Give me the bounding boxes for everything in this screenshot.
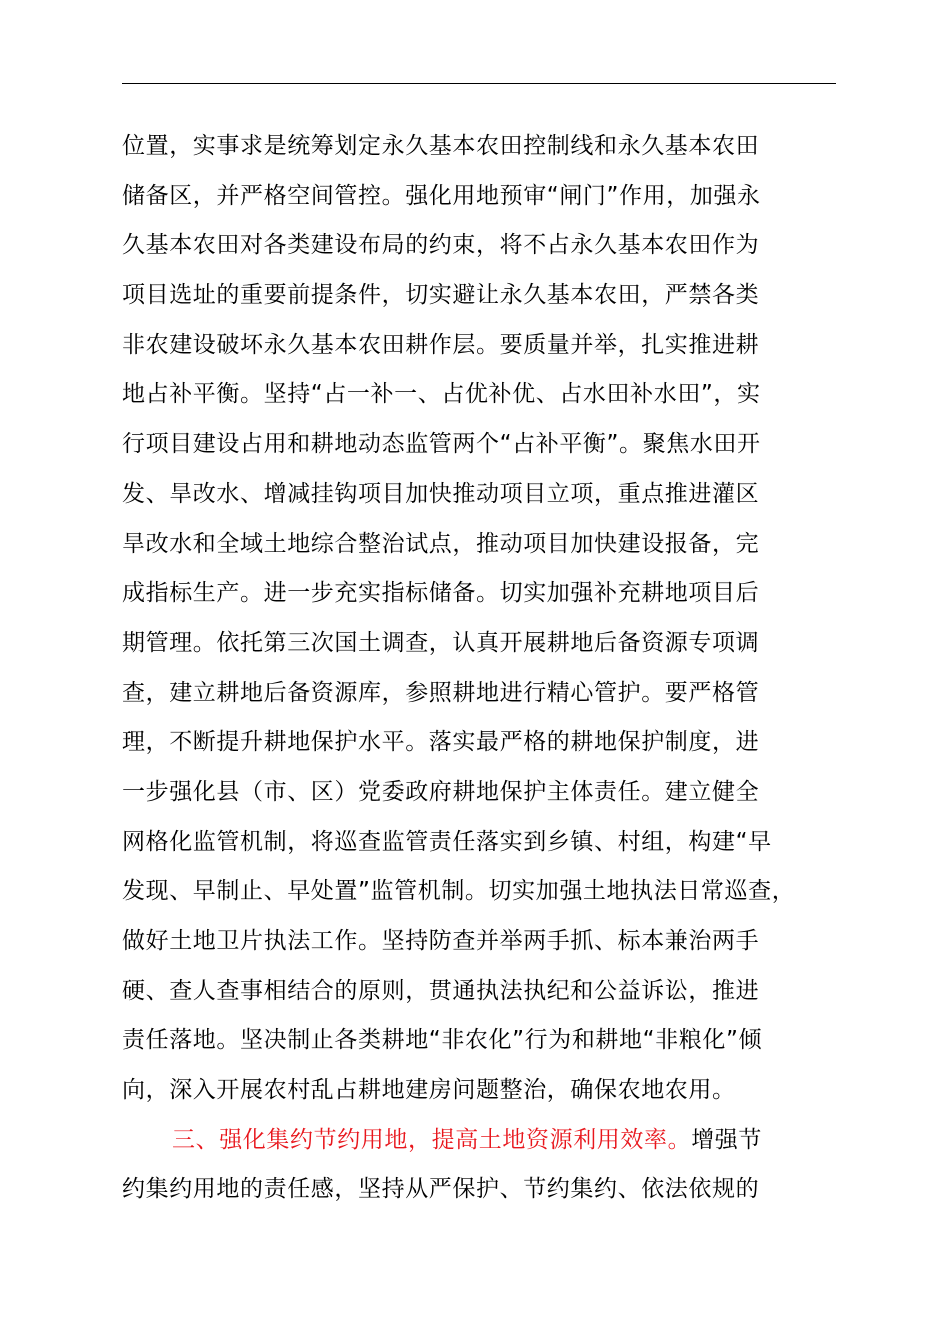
body-line: 做好土地卫片执法工作。坚持防查并举两手抓、标本兼治两手: [122, 928, 760, 954]
body-line: 理，不断提升耕地保护水平。落实最严格的耕地保护制度，进: [122, 729, 760, 756]
body-line: 发、旱改水、增减挂钩项目加快推动项目立项，重点推进灌区: [122, 480, 760, 507]
body-line: 行项目建设占用和耕地动态监管两个“占补平衡”。聚焦水田开: [122, 431, 761, 458]
body-line: 成指标生产。进一步充实指标储备。切实加强补充耕地项目后: [122, 580, 760, 607]
body-line: 网格化监管机制，将巡查监管责任落实到乡镇、村组，构建“早: [122, 828, 772, 855]
section-three-heading: 三、强化集约节约用地，提高土地资源利用效率。: [172, 1126, 692, 1153]
body-line: 发现、早制止、早处置”监管机制。切实加强土地执法日常巡查，: [122, 878, 796, 905]
body-line: 储备区，并严格空间管控。强化用地预审“闸门”作用，加强永: [122, 182, 761, 209]
body-line: 非农建设破坏永久基本农田耕作层。要质量并举，扎实推进耕: [122, 331, 760, 358]
section-three-first-line: [122, 1116, 862, 1166]
document-body: [122, 122, 862, 1215]
body-line: 向，深入开展农村乱占耕地建房问题整治，确保农地农用。: [122, 1077, 736, 1104]
body-line: 项目选址的重要前提条件，切实避让永久基本农田，严禁各类: [122, 282, 760, 309]
body-line: 地占补平衡。坚持“占一补一、占优补优、占水田补水田”，实: [122, 381, 761, 408]
body-line: 旱改水和全域土地综合整治试点，推动项目加快建设报备，完: [122, 530, 760, 557]
body-line: 期管理。依托第三次国土调查，认真开展耕地后备资源专项调: [122, 629, 760, 656]
body-line: 硬、查人查事相结合的原则，贯通执法执纪和公益诉讼，推进: [122, 977, 760, 1004]
body-line: 责任落地。坚决制止各类耕地“非农化”行为和耕地“非粮化”倾: [122, 1027, 763, 1054]
body-line: 久基本农田对各类建设布局的约束，将不占永久基本农田作为: [122, 232, 760, 259]
body-line: 查，建立耕地后备资源库，参照耕地进行精心管护。要严格管: [122, 679, 760, 706]
body-line: 一步强化县（市、区）党委政府耕地保护主体责任。建立健全: [122, 778, 760, 805]
body-line: 约集约用地的责任感，坚持从严保护、节约集约、依法依规的: [122, 1176, 760, 1203]
header-rule: [122, 83, 836, 84]
body-line: 位置，实事求是统筹划定永久基本农田控制线和永久基本农田: [122, 133, 760, 159]
section-three-lead-text: 增强节: [691, 1126, 763, 1153]
